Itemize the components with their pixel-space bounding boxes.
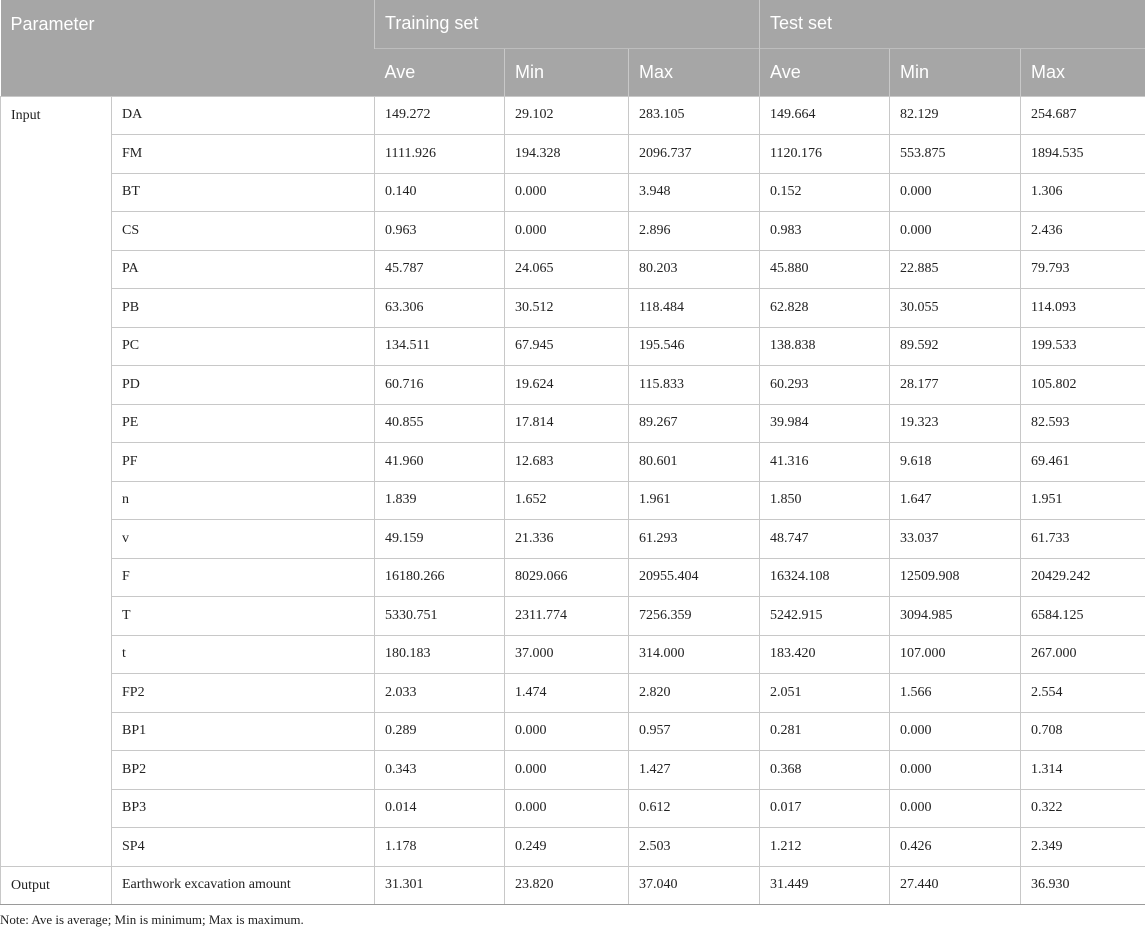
value-cell: 2.436 (1021, 212, 1145, 251)
value-cell: 149.272 (375, 96, 505, 135)
value-cell: 149.664 (760, 96, 890, 135)
value-cell: 1894.535 (1021, 135, 1145, 174)
value-cell: 1.474 (505, 674, 629, 713)
table-row (1, 366, 1145, 405)
parameter-cell: F (112, 558, 375, 597)
table-row (1, 828, 1145, 867)
value-cell: 1.306 (1021, 173, 1145, 212)
value-cell: 19.624 (505, 366, 629, 405)
value-cell: 0.140 (375, 173, 505, 212)
header-test-ave: Ave (760, 48, 890, 96)
value-cell: 114.093 (1021, 289, 1145, 328)
value-cell: 16324.108 (760, 558, 890, 597)
value-cell: 48.747 (760, 520, 890, 559)
value-cell: 1.951 (1021, 481, 1145, 520)
value-cell: 2.503 (629, 828, 760, 867)
value-cell: 0.281 (760, 712, 890, 751)
value-cell: 41.316 (760, 443, 890, 482)
value-cell: 60.293 (760, 366, 890, 405)
value-cell: 1111.926 (375, 135, 505, 174)
value-cell: 0.000 (505, 789, 629, 828)
value-cell: 1.212 (760, 828, 890, 867)
parameter-cell: PB (112, 289, 375, 328)
table-row (1, 597, 1145, 636)
value-cell: 107.000 (890, 635, 1021, 674)
value-cell: 283.105 (629, 96, 760, 135)
value-cell: 2.820 (629, 674, 760, 713)
parameter-cell: v (112, 520, 375, 559)
table-row (1, 751, 1145, 790)
value-cell: 33.037 (890, 520, 1021, 559)
value-cell: 195.546 (629, 327, 760, 366)
parameter-cell: PA (112, 250, 375, 289)
group-label-output: Output (1, 866, 112, 905)
value-cell: 0.368 (760, 751, 890, 790)
value-cell: 45.787 (375, 250, 505, 289)
value-cell: 31.301 (375, 866, 505, 905)
value-cell: 17.814 (505, 404, 629, 443)
value-cell: 1.850 (760, 481, 890, 520)
value-cell: 28.177 (890, 366, 1021, 405)
value-cell: 37.000 (505, 635, 629, 674)
header-training-ave: Ave (375, 48, 505, 96)
value-cell: 39.984 (760, 404, 890, 443)
value-cell: 0.000 (505, 751, 629, 790)
value-cell: 180.183 (375, 635, 505, 674)
value-cell: 63.306 (375, 289, 505, 328)
value-cell: 8029.066 (505, 558, 629, 597)
value-cell: 69.461 (1021, 443, 1145, 482)
parameter-cell: BT (112, 173, 375, 212)
parameter-cell: PE (112, 404, 375, 443)
value-cell: 49.159 (375, 520, 505, 559)
value-cell: 30.512 (505, 289, 629, 328)
value-cell: 2311.774 (505, 597, 629, 636)
group-label-input: Input (1, 96, 112, 866)
header-test-min: Min (890, 48, 1021, 96)
value-cell: 3.948 (629, 173, 760, 212)
parameter-cell: FP2 (112, 674, 375, 713)
header-training-min: Min (505, 48, 629, 96)
value-cell: 118.484 (629, 289, 760, 328)
value-cell: 0.343 (375, 751, 505, 790)
value-cell: 0.612 (629, 789, 760, 828)
value-cell: 1.178 (375, 828, 505, 867)
value-cell: 5242.915 (760, 597, 890, 636)
value-cell: 0.249 (505, 828, 629, 867)
table-row (1, 443, 1145, 482)
value-cell: 20955.404 (629, 558, 760, 597)
value-cell: 0.957 (629, 712, 760, 751)
value-cell: 1120.176 (760, 135, 890, 174)
value-cell: 12509.908 (890, 558, 1021, 597)
value-cell: 0.000 (890, 712, 1021, 751)
value-cell: 82.129 (890, 96, 1021, 135)
table-row (1, 558, 1145, 597)
table-row (1, 674, 1145, 713)
value-cell: 134.511 (375, 327, 505, 366)
value-cell: 138.838 (760, 327, 890, 366)
parameter-cell: FM (112, 135, 375, 174)
value-cell: 0.000 (505, 173, 629, 212)
value-cell: 0.017 (760, 789, 890, 828)
table-row (1, 712, 1145, 751)
value-cell: 0.000 (890, 789, 1021, 828)
value-cell: 61.733 (1021, 520, 1145, 559)
value-cell: 7256.359 (629, 597, 760, 636)
value-cell: 115.833 (629, 366, 760, 405)
parameter-cell: Earthwork excavation amount (112, 866, 375, 905)
header-parameter: Parameter (1, 0, 375, 96)
value-cell: 2.051 (760, 674, 890, 713)
value-cell: 30.055 (890, 289, 1021, 328)
value-cell: 37.040 (629, 866, 760, 905)
value-cell: 0.426 (890, 828, 1021, 867)
value-cell: 0.289 (375, 712, 505, 751)
parameter-cell: BP3 (112, 789, 375, 828)
header-training-set: Training set (375, 0, 760, 48)
value-cell: 41.960 (375, 443, 505, 482)
value-cell: 79.793 (1021, 250, 1145, 289)
value-cell: 1.839 (375, 481, 505, 520)
table-row (1, 250, 1145, 289)
value-cell: 254.687 (1021, 96, 1145, 135)
value-cell: 80.601 (629, 443, 760, 482)
value-cell: 27.440 (890, 866, 1021, 905)
table-body (1, 96, 1145, 905)
value-cell: 2.896 (629, 212, 760, 251)
value-cell: 19.323 (890, 404, 1021, 443)
value-cell: 314.000 (629, 635, 760, 674)
value-cell: 16180.266 (375, 558, 505, 597)
table-row (1, 789, 1145, 828)
value-cell: 9.618 (890, 443, 1021, 482)
value-cell: 0.152 (760, 173, 890, 212)
value-cell: 105.802 (1021, 366, 1145, 405)
value-cell: 20429.242 (1021, 558, 1145, 597)
value-cell: 0.708 (1021, 712, 1145, 751)
table-row (1, 866, 1145, 905)
parameter-cell: CS (112, 212, 375, 251)
value-cell: 24.065 (505, 250, 629, 289)
parameter-cell: SP4 (112, 828, 375, 867)
value-cell: 0.000 (890, 751, 1021, 790)
value-cell: 1.427 (629, 751, 760, 790)
table-row (1, 173, 1145, 212)
table-row (1, 404, 1145, 443)
value-cell: 1.652 (505, 481, 629, 520)
table-row (1, 481, 1145, 520)
value-cell: 199.533 (1021, 327, 1145, 366)
table-row (1, 135, 1145, 174)
value-cell: 40.855 (375, 404, 505, 443)
header-training-max: Max (629, 48, 760, 96)
value-cell: 67.945 (505, 327, 629, 366)
value-cell: 267.000 (1021, 635, 1145, 674)
value-cell: 89.592 (890, 327, 1021, 366)
value-cell: 12.683 (505, 443, 629, 482)
value-cell: 2.554 (1021, 674, 1145, 713)
value-cell: 89.267 (629, 404, 760, 443)
table-row (1, 327, 1145, 366)
parameter-cell: BP2 (112, 751, 375, 790)
value-cell: 1.647 (890, 481, 1021, 520)
parameter-cell: T (112, 597, 375, 636)
header-row-groups (1, 0, 1145, 48)
value-cell: 0.000 (505, 212, 629, 251)
value-cell: 0.000 (505, 712, 629, 751)
value-cell: 0.014 (375, 789, 505, 828)
value-cell: 60.716 (375, 366, 505, 405)
table-note: Note: Ave is average; Min is minimum; Max is maximum. (0, 912, 304, 927)
value-cell: 0.000 (890, 212, 1021, 251)
table-row (1, 289, 1145, 328)
value-cell: 194.328 (505, 135, 629, 174)
value-cell: 21.336 (505, 520, 629, 559)
parameter-cell: PF (112, 443, 375, 482)
value-cell: 3094.985 (890, 597, 1021, 636)
value-cell: 29.102 (505, 96, 629, 135)
value-cell: 61.293 (629, 520, 760, 559)
value-cell: 0.000 (890, 173, 1021, 212)
value-cell: 1.314 (1021, 751, 1145, 790)
parameter-cell: DA (112, 96, 375, 135)
value-cell: 36.930 (1021, 866, 1145, 905)
value-cell: 2.033 (375, 674, 505, 713)
value-cell: 0.322 (1021, 789, 1145, 828)
table-row (1, 96, 1145, 135)
value-cell: 183.420 (760, 635, 890, 674)
value-cell: 2096.737 (629, 135, 760, 174)
value-cell: 6584.125 (1021, 597, 1145, 636)
value-cell: 22.885 (890, 250, 1021, 289)
value-cell: 31.449 (760, 866, 890, 905)
value-cell: 5330.751 (375, 597, 505, 636)
table-row (1, 212, 1145, 251)
value-cell: 0.983 (760, 212, 890, 251)
table-header (1, 0, 1145, 96)
value-cell: 23.820 (505, 866, 629, 905)
value-cell: 1.961 (629, 481, 760, 520)
value-cell: 62.828 (760, 289, 890, 328)
value-cell: 553.875 (890, 135, 1021, 174)
parameter-cell: n (112, 481, 375, 520)
value-cell: 80.203 (629, 250, 760, 289)
header-test-max: Max (1021, 48, 1145, 96)
value-cell: 45.880 (760, 250, 890, 289)
value-cell: 1.566 (890, 674, 1021, 713)
parameter-cell: PC (112, 327, 375, 366)
parameter-cell: t (112, 635, 375, 674)
parameter-cell: PD (112, 366, 375, 405)
parameter-cell: BP1 (112, 712, 375, 751)
header-test-set: Test set (760, 0, 1145, 48)
value-cell: 0.963 (375, 212, 505, 251)
table-row (1, 635, 1145, 674)
table-row (1, 520, 1145, 559)
value-cell: 2.349 (1021, 828, 1145, 867)
value-cell: 82.593 (1021, 404, 1145, 443)
